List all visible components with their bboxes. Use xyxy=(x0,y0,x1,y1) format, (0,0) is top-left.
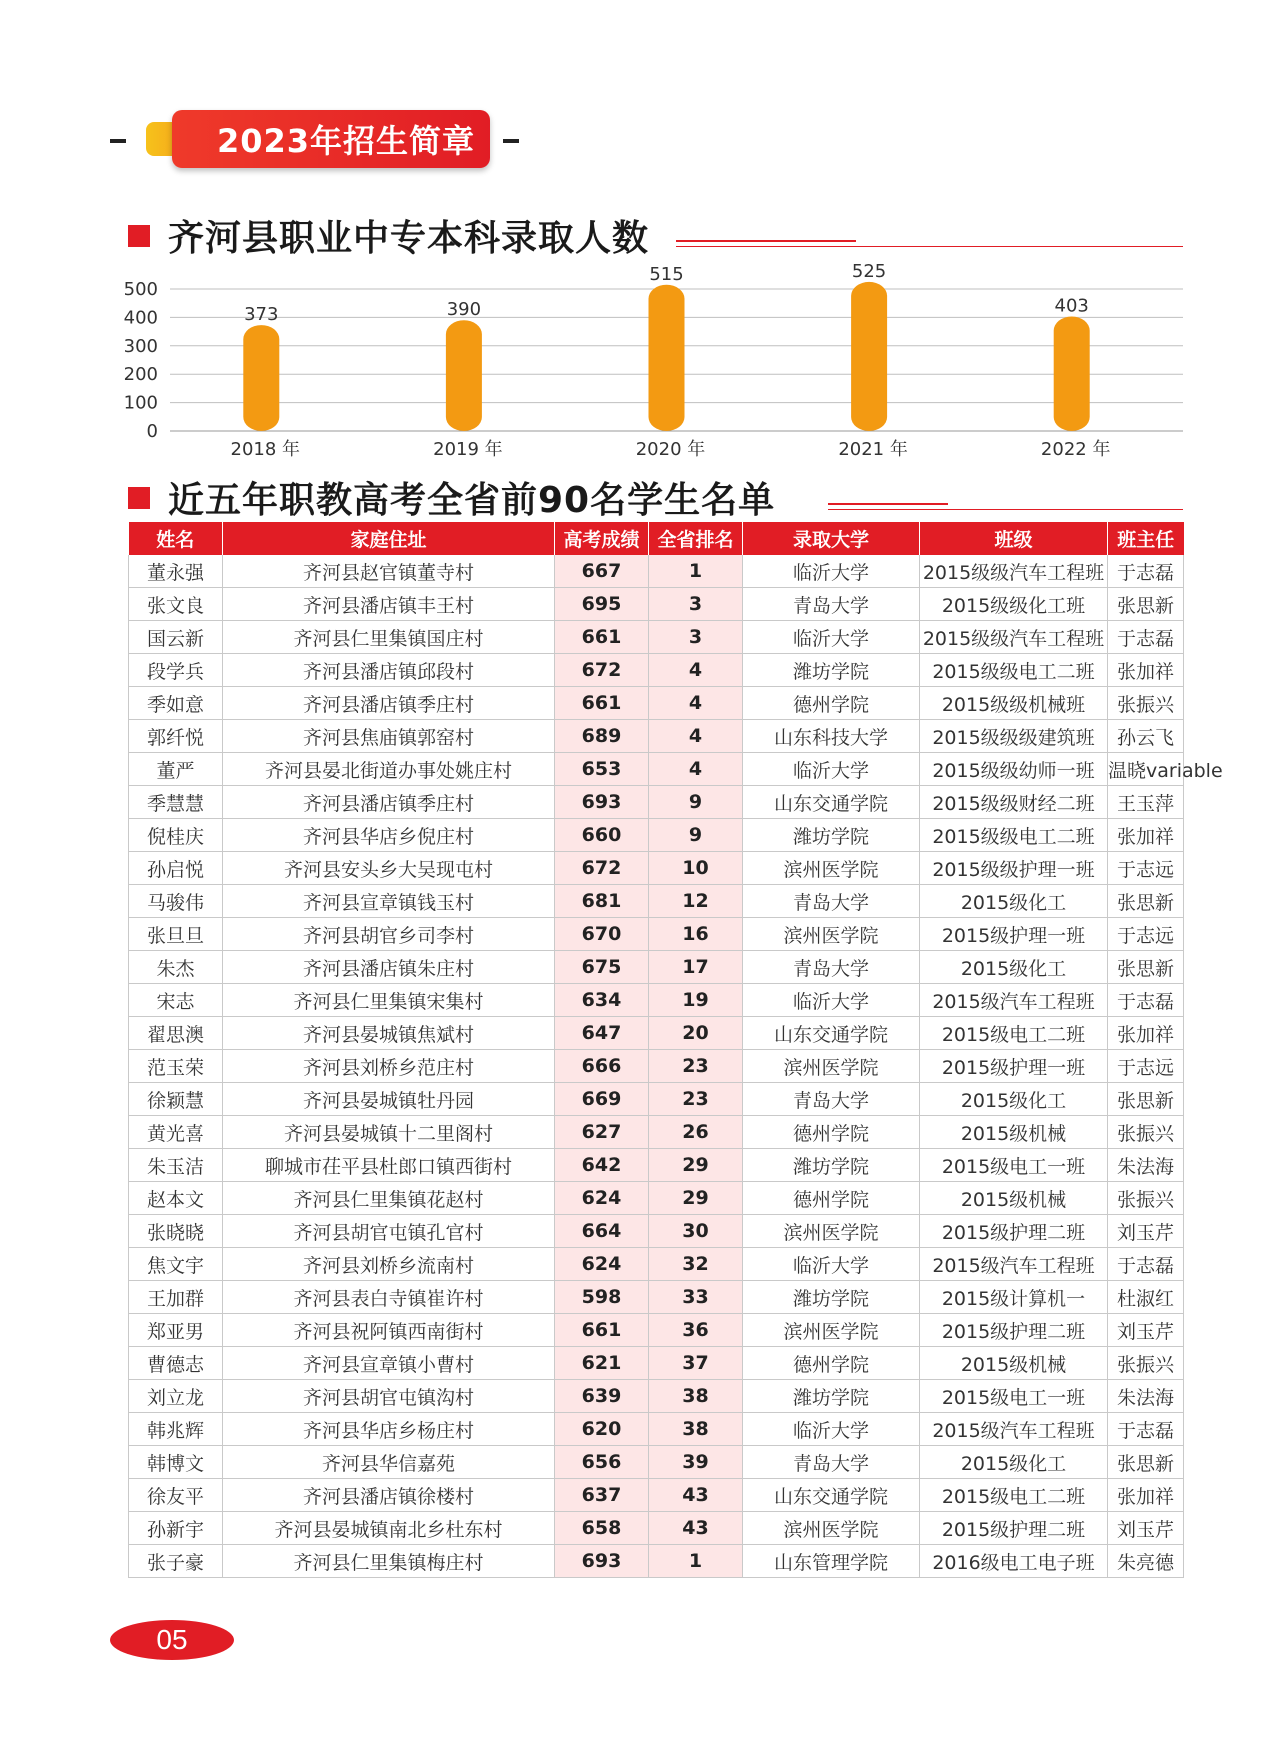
table-row xyxy=(129,1446,1184,1479)
student-name: 董永强 xyxy=(129,555,223,588)
table-row xyxy=(129,885,1184,918)
home-address: 齐河县安头乡大吴现屯村 xyxy=(223,852,555,885)
university: 青岛大学 xyxy=(743,951,920,984)
column-header: 录取大学 xyxy=(743,522,920,555)
exam-score: 675 xyxy=(555,951,649,984)
class-name: 2015级级电工二班 xyxy=(920,654,1108,687)
university: 山东科技大学 xyxy=(743,720,920,753)
section-underline-thin xyxy=(676,246,1183,247)
class-name: 2015级机械 xyxy=(920,1182,1108,1215)
home-address: 齐河县华信嘉苑 xyxy=(223,1446,555,1479)
province-rank: 10 xyxy=(649,852,743,885)
class-name: 2015级机械 xyxy=(920,1347,1108,1380)
province-rank: 39 xyxy=(649,1446,743,1479)
student-name: 董严 xyxy=(129,753,223,786)
exam-score: 670 xyxy=(555,918,649,951)
y-tick-label: 100 xyxy=(123,392,158,414)
university: 临沂大学 xyxy=(743,753,920,786)
head-teacher: 刘玉芹 xyxy=(1108,1215,1184,1248)
exam-score: 620 xyxy=(555,1413,649,1446)
exam-score: 672 xyxy=(555,852,649,885)
class-name: 2015级级汽车工程班 xyxy=(920,555,1108,588)
section-square-icon xyxy=(128,487,150,509)
university: 临沂大学 xyxy=(743,984,920,1017)
student-name: 季如意 xyxy=(129,687,223,720)
bar xyxy=(243,325,279,431)
class-name: 2015级级级建筑班 xyxy=(920,720,1108,753)
student-name: 段学兵 xyxy=(129,654,223,687)
home-address: 齐河县潘店镇季庄村 xyxy=(223,687,555,720)
table-row xyxy=(129,1347,1184,1380)
class-name: 2015级护理一班 xyxy=(920,918,1108,951)
section-title: 齐河县职业中专本科录取人数 xyxy=(168,218,650,259)
province-rank: 19 xyxy=(649,984,743,1017)
head-teacher: 朱法海 xyxy=(1108,1380,1184,1413)
table-row xyxy=(129,621,1184,654)
head-teacher: 刘玉芹 xyxy=(1108,1314,1184,1347)
exam-score: 695 xyxy=(555,588,649,621)
home-address: 齐河县祝阿镇西南街村 xyxy=(223,1314,555,1347)
exam-score: 642 xyxy=(555,1149,649,1182)
table-row xyxy=(129,984,1184,1017)
student-name: 朱玉洁 xyxy=(129,1149,223,1182)
y-tick-label: 400 xyxy=(123,307,158,329)
home-address: 齐河县华店乡倪庄村 xyxy=(223,819,555,852)
home-address: 齐河县表白寺镇崔许村 xyxy=(223,1281,555,1314)
head-teacher: 温晓variable xyxy=(1108,753,1184,786)
student-name: 郑亚男 xyxy=(129,1314,223,1347)
university: 滨州医学院 xyxy=(743,852,920,885)
table-row xyxy=(129,1149,1184,1182)
table-row xyxy=(129,1413,1184,1446)
exam-score: 681 xyxy=(555,885,649,918)
table-row xyxy=(129,753,1184,786)
student-name: 徐颖慧 xyxy=(129,1083,223,1116)
university: 山东交通学院 xyxy=(743,1479,920,1512)
class-name: 2015级电工一班 xyxy=(920,1380,1108,1413)
student-name: 徐友平 xyxy=(129,1479,223,1512)
student-name: 王加群 xyxy=(129,1281,223,1314)
province-rank: 36 xyxy=(649,1314,743,1347)
province-rank: 43 xyxy=(649,1512,743,1545)
bar xyxy=(446,320,482,431)
province-rank: 29 xyxy=(649,1182,743,1215)
class-name: 2016级电工电子班 xyxy=(920,1545,1108,1578)
student-name: 赵本文 xyxy=(129,1182,223,1215)
province-rank: 30 xyxy=(649,1215,743,1248)
student-name: 宋志 xyxy=(129,984,223,1017)
province-rank: 23 xyxy=(649,1050,743,1083)
table-row xyxy=(129,1182,1184,1215)
student-name: 孙启悦 xyxy=(129,852,223,885)
x-tick-label: 2020 年 xyxy=(635,439,706,460)
head-teacher: 杜淑红 xyxy=(1108,1281,1184,1314)
university: 青岛大学 xyxy=(743,1446,920,1479)
class-name: 2015级化工 xyxy=(920,885,1108,918)
x-tick-label: 2021 年 xyxy=(838,439,908,460)
class-name: 2015级汽车工程班 xyxy=(920,1248,1108,1281)
student-name: 黄光喜 xyxy=(129,1116,223,1149)
student-name: 季慧慧 xyxy=(129,786,223,819)
province-rank: 4 xyxy=(649,720,743,753)
section-heading-enrollment xyxy=(128,210,649,261)
exam-score: 689 xyxy=(555,720,649,753)
home-address: 齐河县仁里集镇花赵村 xyxy=(223,1182,555,1215)
head-teacher: 于志磊 xyxy=(1108,621,1184,654)
head-teacher: 于志磊 xyxy=(1108,984,1184,1017)
table-row xyxy=(129,1314,1184,1347)
province-rank: 4 xyxy=(649,687,743,720)
student-name: 刘立龙 xyxy=(129,1380,223,1413)
header-dash-left xyxy=(110,139,126,143)
home-address: 齐河县晏北街道办事处姚庄村 xyxy=(223,753,555,786)
university: 临沂大学 xyxy=(743,621,920,654)
student-name: 国云新 xyxy=(129,621,223,654)
column-header: 家庭住址 xyxy=(223,522,555,555)
province-rank: 1 xyxy=(649,555,743,588)
student-name: 焦文宇 xyxy=(129,1248,223,1281)
exam-score: 661 xyxy=(555,621,649,654)
province-rank: 20 xyxy=(649,1017,743,1050)
x-tick-label: 2019 年 xyxy=(433,439,503,460)
province-rank: 12 xyxy=(649,885,743,918)
student-table xyxy=(128,522,1223,1578)
table-row xyxy=(129,654,1184,687)
head-teacher: 朱亮德 xyxy=(1108,1545,1184,1578)
province-rank: 9 xyxy=(649,819,743,852)
banner-title: 2023年招生简章 xyxy=(216,122,476,160)
bar xyxy=(649,285,685,431)
university: 德州学院 xyxy=(743,687,920,720)
class-name: 2015级化工 xyxy=(920,1083,1108,1116)
student-name: 曹德志 xyxy=(129,1347,223,1380)
exam-score: 598 xyxy=(555,1281,649,1314)
class-name: 2015级级汽车工程班 xyxy=(920,621,1108,654)
home-address: 齐河县华店乡杨庄村 xyxy=(223,1413,555,1446)
province-rank: 1 xyxy=(649,1545,743,1578)
province-rank: 23 xyxy=(649,1083,743,1116)
exam-score: 653 xyxy=(555,753,649,786)
table-row xyxy=(129,555,1184,588)
table-header-row xyxy=(129,522,1184,555)
table-row xyxy=(129,1545,1184,1578)
province-rank: 38 xyxy=(649,1413,743,1446)
home-address: 齐河县潘店镇季庄村 xyxy=(223,786,555,819)
class-name: 2015级级幼师一班 xyxy=(920,753,1108,786)
home-address: 齐河县晏城镇牡丹园 xyxy=(223,1083,555,1116)
head-teacher: 张思新 xyxy=(1108,885,1184,918)
home-address: 齐河县潘店镇朱庄村 xyxy=(223,951,555,984)
table-row xyxy=(129,786,1184,819)
head-teacher: 张振兴 xyxy=(1108,1347,1184,1380)
university: 青岛大学 xyxy=(743,885,920,918)
table-row xyxy=(129,1281,1184,1314)
head-teacher: 于志远 xyxy=(1108,852,1184,885)
class-name: 2015级级护理一班 xyxy=(920,852,1108,885)
province-rank: 4 xyxy=(649,654,743,687)
bar xyxy=(1054,317,1090,431)
home-address: 齐河县宣章镇小曹村 xyxy=(223,1347,555,1380)
student-name: 朱杰 xyxy=(129,951,223,984)
exam-score: 627 xyxy=(555,1116,649,1149)
home-address: 齐河县仁里集镇梅庄村 xyxy=(223,1545,555,1578)
province-rank: 17 xyxy=(649,951,743,984)
y-tick-label: 500 xyxy=(123,279,158,300)
home-address: 齐河县潘店镇丰王村 xyxy=(223,588,555,621)
university: 临沂大学 xyxy=(743,1248,920,1281)
exam-score: 624 xyxy=(555,1182,649,1215)
class-name: 2015级级机械班 xyxy=(920,687,1108,720)
head-teacher: 于志磊 xyxy=(1108,555,1184,588)
exam-score: 666 xyxy=(555,1050,649,1083)
province-rank: 38 xyxy=(649,1380,743,1413)
university: 临沂大学 xyxy=(743,1413,920,1446)
exam-score: 624 xyxy=(555,1248,649,1281)
bar-value-label: 373 xyxy=(244,304,279,326)
home-address: 齐河县晏城镇南北乡杜东村 xyxy=(223,1512,555,1545)
y-tick-label: 200 xyxy=(123,364,158,386)
head-teacher: 于志磊 xyxy=(1108,1413,1184,1446)
class-name: 2015级化工 xyxy=(920,1446,1108,1479)
head-teacher: 王玉萍 xyxy=(1108,786,1184,819)
exam-score: 693 xyxy=(555,786,649,819)
enrollment-bar-chart xyxy=(120,260,1190,470)
student-name: 张子豪 xyxy=(129,1545,223,1578)
class-name: 2015级护理二班 xyxy=(920,1314,1108,1347)
header-banner xyxy=(172,110,490,168)
exam-score: 634 xyxy=(555,984,649,1017)
province-rank: 29 xyxy=(649,1149,743,1182)
x-tick-label: 2018 年 xyxy=(230,439,301,460)
exam-score: 658 xyxy=(555,1512,649,1545)
student-name: 马骏伟 xyxy=(129,885,223,918)
university: 山东管理学院 xyxy=(743,1545,920,1578)
university: 潍坊学院 xyxy=(743,654,920,687)
home-address: 齐河县潘店镇徐楼村 xyxy=(223,1479,555,1512)
class-name: 2015级计算机一 xyxy=(920,1281,1108,1314)
university: 滨州医学院 xyxy=(743,918,920,951)
province-rank: 43 xyxy=(649,1479,743,1512)
class-name: 2015级汽车工程班 xyxy=(920,1413,1108,1446)
bar-value-label: 515 xyxy=(649,263,684,285)
class-name: 2015级级电工二班 xyxy=(920,819,1108,852)
table-row xyxy=(129,1116,1184,1149)
province-rank: 3 xyxy=(649,588,743,621)
class-name: 2015级电工二班 xyxy=(920,1017,1108,1050)
head-teacher: 孙云飞 xyxy=(1108,720,1184,753)
exam-score: 660 xyxy=(555,819,649,852)
table-row xyxy=(129,819,1184,852)
university: 滨州医学院 xyxy=(743,1215,920,1248)
home-address: 齐河县潘店镇邱段村 xyxy=(223,654,555,687)
head-teacher: 朱法海 xyxy=(1108,1149,1184,1182)
column-header: 全省排名 xyxy=(649,522,743,555)
university: 滨州医学院 xyxy=(743,1050,920,1083)
table-row xyxy=(129,951,1184,984)
student-name: 韩兆辉 xyxy=(129,1413,223,1446)
section-underline-thin xyxy=(828,509,1183,510)
student-name: 范玉荣 xyxy=(129,1050,223,1083)
province-rank: 32 xyxy=(649,1248,743,1281)
province-rank: 16 xyxy=(649,918,743,951)
table-row xyxy=(129,852,1184,885)
column-header: 姓名 xyxy=(129,522,223,555)
exam-score: 647 xyxy=(555,1017,649,1050)
table-row xyxy=(129,1083,1184,1116)
section-square-icon xyxy=(128,225,150,247)
table-body xyxy=(129,555,1223,1578)
home-address: 齐河县赵官镇董寺村 xyxy=(223,555,555,588)
table-row xyxy=(129,687,1184,720)
exam-score: 656 xyxy=(555,1446,649,1479)
head-teacher: 张加祥 xyxy=(1108,654,1184,687)
exam-score: 637 xyxy=(555,1479,649,1512)
university: 德州学院 xyxy=(743,1182,920,1215)
table-row xyxy=(129,1248,1184,1281)
head-teacher: 于志磊 xyxy=(1108,1248,1184,1281)
bar-value-label: 525 xyxy=(851,260,887,282)
university: 潍坊学院 xyxy=(743,1281,920,1314)
exam-score: 661 xyxy=(555,687,649,720)
head-teacher: 张思新 xyxy=(1108,1446,1184,1479)
province-rank: 3 xyxy=(649,621,743,654)
student-name: 郭纤悦 xyxy=(129,720,223,753)
table-row xyxy=(129,720,1184,753)
section-heading-top-students xyxy=(128,472,775,523)
class-name: 2015级电工二班 xyxy=(920,1479,1108,1512)
table-row xyxy=(129,1479,1184,1512)
section-underline xyxy=(828,503,948,505)
column-header: 高考成绩 xyxy=(555,522,649,555)
university: 潍坊学院 xyxy=(743,1380,920,1413)
university: 临沂大学 xyxy=(743,555,920,588)
home-address: 齐河县刘桥乡流南村 xyxy=(223,1248,555,1281)
exam-score: 693 xyxy=(555,1545,649,1578)
head-teacher: 张振兴 xyxy=(1108,687,1184,720)
student-name: 翟思澳 xyxy=(129,1017,223,1050)
head-teacher: 张加祥 xyxy=(1108,1479,1184,1512)
head-teacher: 张思新 xyxy=(1108,951,1184,984)
student-name: 张晓晓 xyxy=(129,1215,223,1248)
class-name: 2015级护理一班 xyxy=(920,1050,1108,1083)
head-teacher: 于志远 xyxy=(1108,918,1184,951)
exam-score: 639 xyxy=(555,1380,649,1413)
exam-score: 667 xyxy=(555,555,649,588)
table-row xyxy=(129,1017,1184,1050)
home-address: 齐河县仁里集镇国庄村 xyxy=(223,621,555,654)
bar-value-label: 403 xyxy=(1054,295,1089,317)
student-name: 韩博文 xyxy=(129,1446,223,1479)
exam-score: 664 xyxy=(555,1215,649,1248)
head-teacher: 张振兴 xyxy=(1108,1116,1184,1149)
home-address: 齐河县胡官乡司李村 xyxy=(223,918,555,951)
head-teacher: 于志远 xyxy=(1108,1050,1184,1083)
student-name: 倪桂庆 xyxy=(129,819,223,852)
province-rank: 33 xyxy=(649,1281,743,1314)
student-name: 张旦旦 xyxy=(129,918,223,951)
home-address: 齐河县晏城镇焦斌村 xyxy=(223,1017,555,1050)
university: 滨州医学院 xyxy=(743,1512,920,1545)
province-rank: 9 xyxy=(649,786,743,819)
province-rank: 26 xyxy=(649,1116,743,1149)
x-tick-label: 2022 年 xyxy=(1040,439,1111,460)
home-address: 齐河县胡官屯镇沟村 xyxy=(223,1380,555,1413)
home-address: 齐河县刘桥乡范庄村 xyxy=(223,1050,555,1083)
student-name: 孙新宇 xyxy=(129,1512,223,1545)
home-address: 聊城市茌平县杜郎口镇西街村 xyxy=(223,1149,555,1182)
head-teacher: 刘玉芹 xyxy=(1108,1512,1184,1545)
class-name: 2015级护理二班 xyxy=(920,1512,1108,1545)
province-rank: 4 xyxy=(649,753,743,786)
bar xyxy=(851,282,887,431)
university: 山东交通学院 xyxy=(743,1017,920,1050)
section-underline xyxy=(676,240,856,242)
university: 青岛大学 xyxy=(743,588,920,621)
university: 潍坊学院 xyxy=(743,819,920,852)
exam-score: 672 xyxy=(555,654,649,687)
class-name: 2015级电工一班 xyxy=(920,1149,1108,1182)
university: 德州学院 xyxy=(743,1347,920,1380)
head-teacher: 张振兴 xyxy=(1108,1182,1184,1215)
head-teacher: 张思新 xyxy=(1108,1083,1184,1116)
table-row xyxy=(129,1512,1184,1545)
bar-value-label: 390 xyxy=(446,299,482,321)
class-name: 2015级机械 xyxy=(920,1116,1108,1149)
student-name: 张文良 xyxy=(129,588,223,621)
university: 山东交通学院 xyxy=(743,786,920,819)
university: 青岛大学 xyxy=(743,1083,920,1116)
class-name: 2015级汽车工程班 xyxy=(920,984,1108,1017)
university: 潍坊学院 xyxy=(743,1149,920,1182)
university: 德州学院 xyxy=(743,1116,920,1149)
head-teacher: 张思新 xyxy=(1108,588,1184,621)
column-header: 班主任 xyxy=(1108,522,1184,555)
class-name: 2015级化工 xyxy=(920,951,1108,984)
table-row xyxy=(129,1380,1184,1413)
header-dash-right xyxy=(503,139,519,143)
exam-score: 661 xyxy=(555,1314,649,1347)
head-teacher: 张加祥 xyxy=(1108,819,1184,852)
home-address: 齐河县宣章镇钱玉村 xyxy=(223,885,555,918)
class-name: 2015级级化工班 xyxy=(920,588,1108,621)
class-name: 2015级级财经二班 xyxy=(920,786,1108,819)
head-teacher: 张加祥 xyxy=(1108,1017,1184,1050)
y-tick-label: 0 xyxy=(146,421,158,442)
page-number: 05 xyxy=(110,1620,234,1660)
university: 滨州医学院 xyxy=(743,1314,920,1347)
table-row xyxy=(129,918,1184,951)
home-address: 齐河县胡官屯镇孔官村 xyxy=(223,1215,555,1248)
table-row xyxy=(129,1215,1184,1248)
class-name: 2015级护理二班 xyxy=(920,1215,1108,1248)
column-header: 班级 xyxy=(920,522,1108,555)
exam-score: 669 xyxy=(555,1083,649,1116)
home-address: 齐河县晏城镇十二里阁村 xyxy=(223,1116,555,1149)
exam-score: 621 xyxy=(555,1347,649,1380)
table-row xyxy=(129,1050,1184,1083)
home-address: 齐河县仁里集镇宋集村 xyxy=(223,984,555,1017)
province-rank: 37 xyxy=(649,1347,743,1380)
section-title: 近五年职教高考全省前90名学生名单 xyxy=(168,480,776,521)
y-tick-label: 300 xyxy=(123,335,158,357)
table-row xyxy=(129,588,1184,621)
home-address: 齐河县焦庙镇郭窑村 xyxy=(223,720,555,753)
